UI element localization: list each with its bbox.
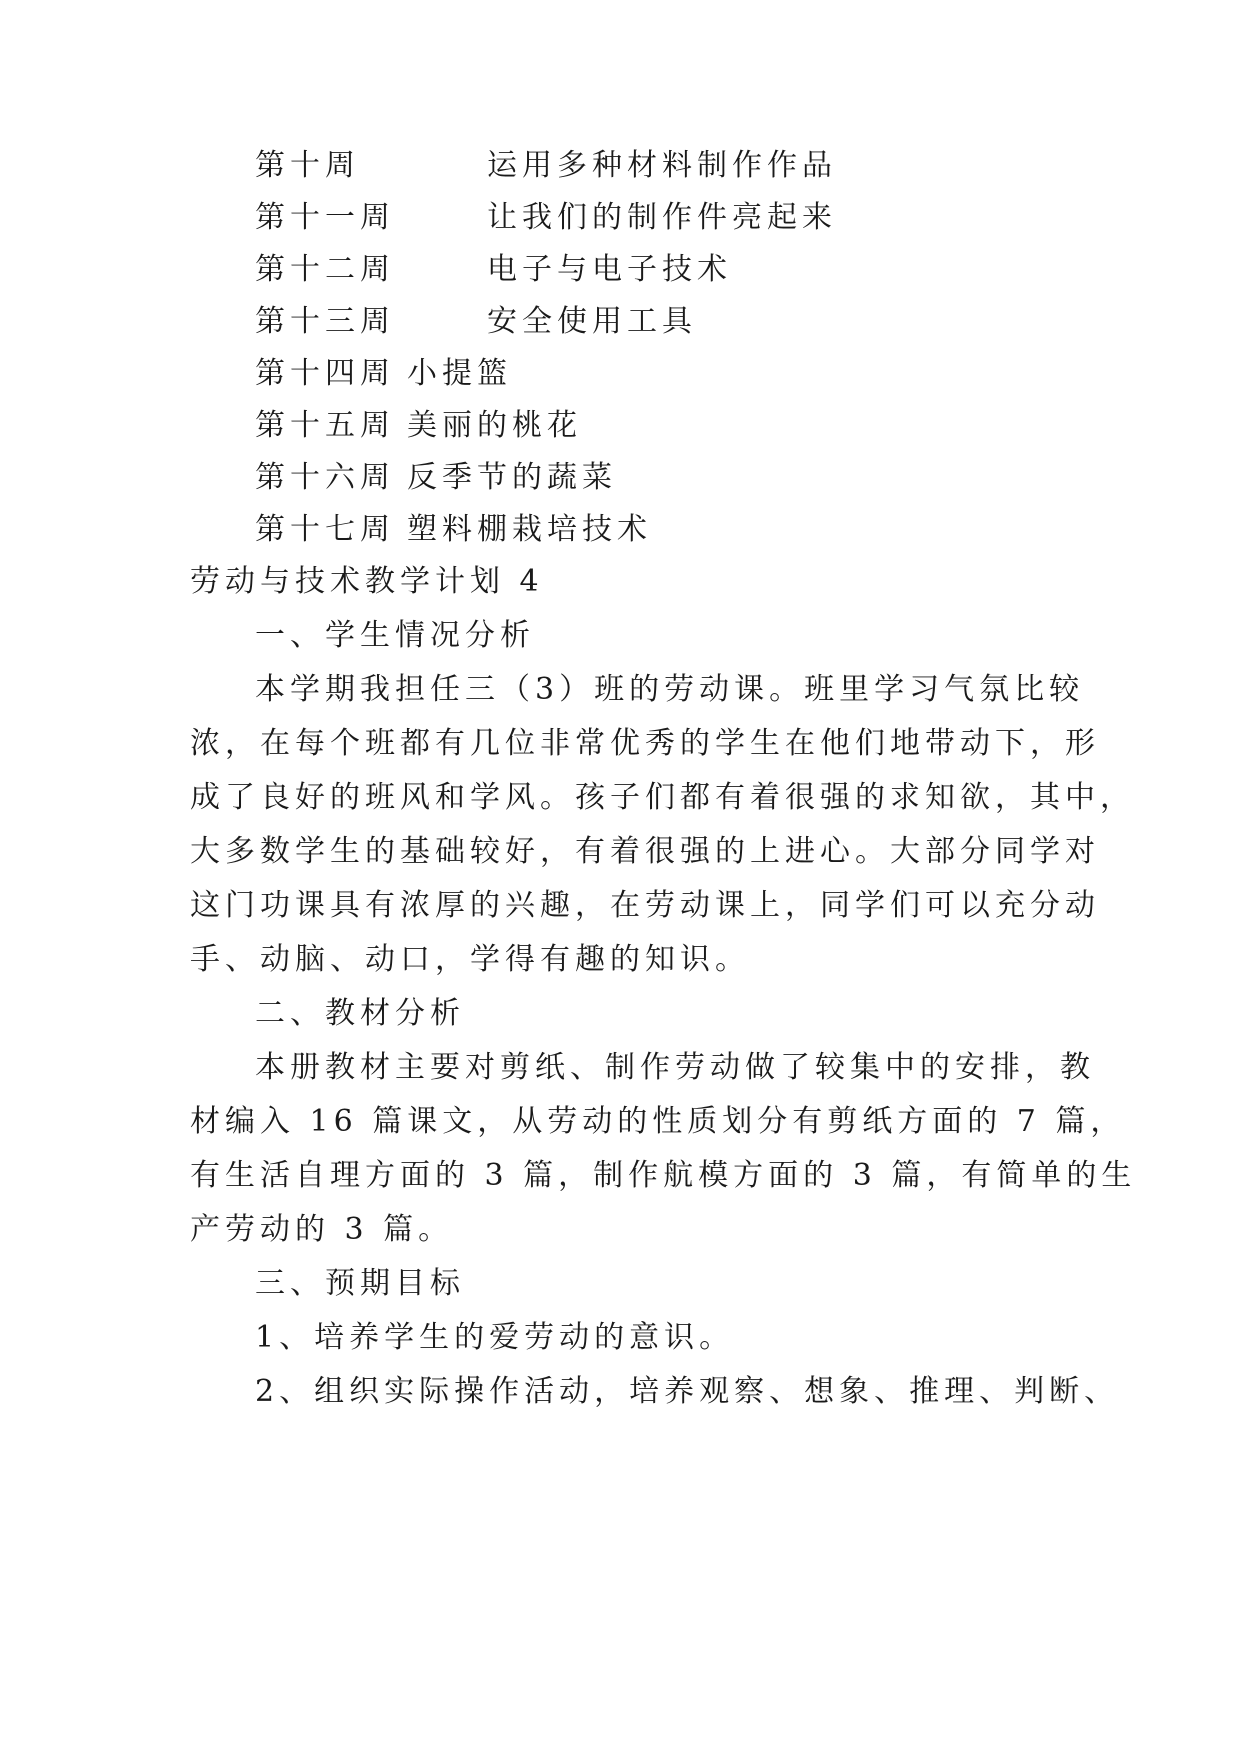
- schedule-topic: 电子与电子技术: [487, 252, 732, 287]
- paragraph-line: 本学期我担任三（3）班的劳动课。班里学习气氛比较: [255, 672, 1085, 707]
- schedule-topic: 安全使用工具: [487, 304, 697, 339]
- schedule-topic: 塑料棚栽培技术: [407, 512, 652, 547]
- schedule-topic: 小提篮: [407, 356, 512, 391]
- schedule-row-week10: [255, 146, 1135, 186]
- paragraph-line: 材编入 16 篇课文，从劳动的性质划分有剪纸方面的 7 篇，: [190, 1104, 1126, 1139]
- schedule-row-week11: [255, 198, 1135, 238]
- paragraph-line: 手、动脑、动口，学得有趣的知识。: [190, 942, 750, 977]
- paragraph-line: 浓，在每个班都有几位非常优秀的学生在他们地带动下，形: [190, 726, 1100, 761]
- schedule-week: 第十五周: [255, 408, 395, 443]
- schedule-topic: 反季节的蔬菜: [407, 460, 617, 495]
- goal-item: 1、培养学生的爱劳动的意识。: [255, 1320, 735, 1355]
- schedule-row-week17: [255, 510, 1135, 550]
- schedule-week: 第十四周: [255, 356, 395, 391]
- paragraph-line: 产劳动的 3 篇。: [190, 1212, 454, 1247]
- schedule-row-week16: [255, 458, 1135, 498]
- paragraph-line: 有生活自理方面的 3 篇，制作航模方面的 3 篇，有简单的生: [190, 1158, 1137, 1193]
- schedule-topic: 运用多种材料制作作品: [487, 148, 837, 183]
- schedule-week: 第十一周: [255, 200, 395, 235]
- schedule-topic: 让我们的制作件亮起来: [487, 200, 837, 235]
- schedule-week: 第十七周: [255, 512, 395, 547]
- schedule-row-week14: [255, 354, 1135, 394]
- section-heading-student-analysis: 一、学生情况分析: [255, 618, 535, 653]
- section-heading-textbook-analysis: 二、教材分析: [255, 996, 465, 1031]
- schedule-week: 第十周: [255, 148, 360, 183]
- paragraph-line: 成了良好的班风和学风。孩子们都有着很强的求知欲，其中，: [190, 780, 1135, 815]
- paragraph-line: 本册教材主要对剪纸、制作劳动做了较集中的安排，教: [255, 1050, 1095, 1085]
- paragraph-line: 大多数学生的基础较好，有着很强的上进心。大部分同学对: [190, 834, 1100, 869]
- schedule-week: 第十三周: [255, 304, 395, 339]
- schedule-week: 第十二周: [255, 252, 395, 287]
- schedule-topic: 美丽的桃花: [407, 408, 582, 443]
- schedule-row-week12: [255, 250, 1135, 290]
- plan-title: 劳动与技术教学计划 4: [190, 564, 544, 599]
- schedule-row-week13: [255, 302, 1135, 342]
- goal-item: 2、组织实际操作活动，培养观察、想象、推理、判断、: [255, 1374, 1120, 1409]
- section-heading-expected-goals: 三、预期目标: [255, 1266, 465, 1301]
- schedule-week: 第十六周: [255, 460, 395, 495]
- schedule-row-week15: [255, 406, 1135, 446]
- paragraph-line: 这门功课具有浓厚的兴趣，在劳动课上，同学们可以充分动: [190, 888, 1100, 923]
